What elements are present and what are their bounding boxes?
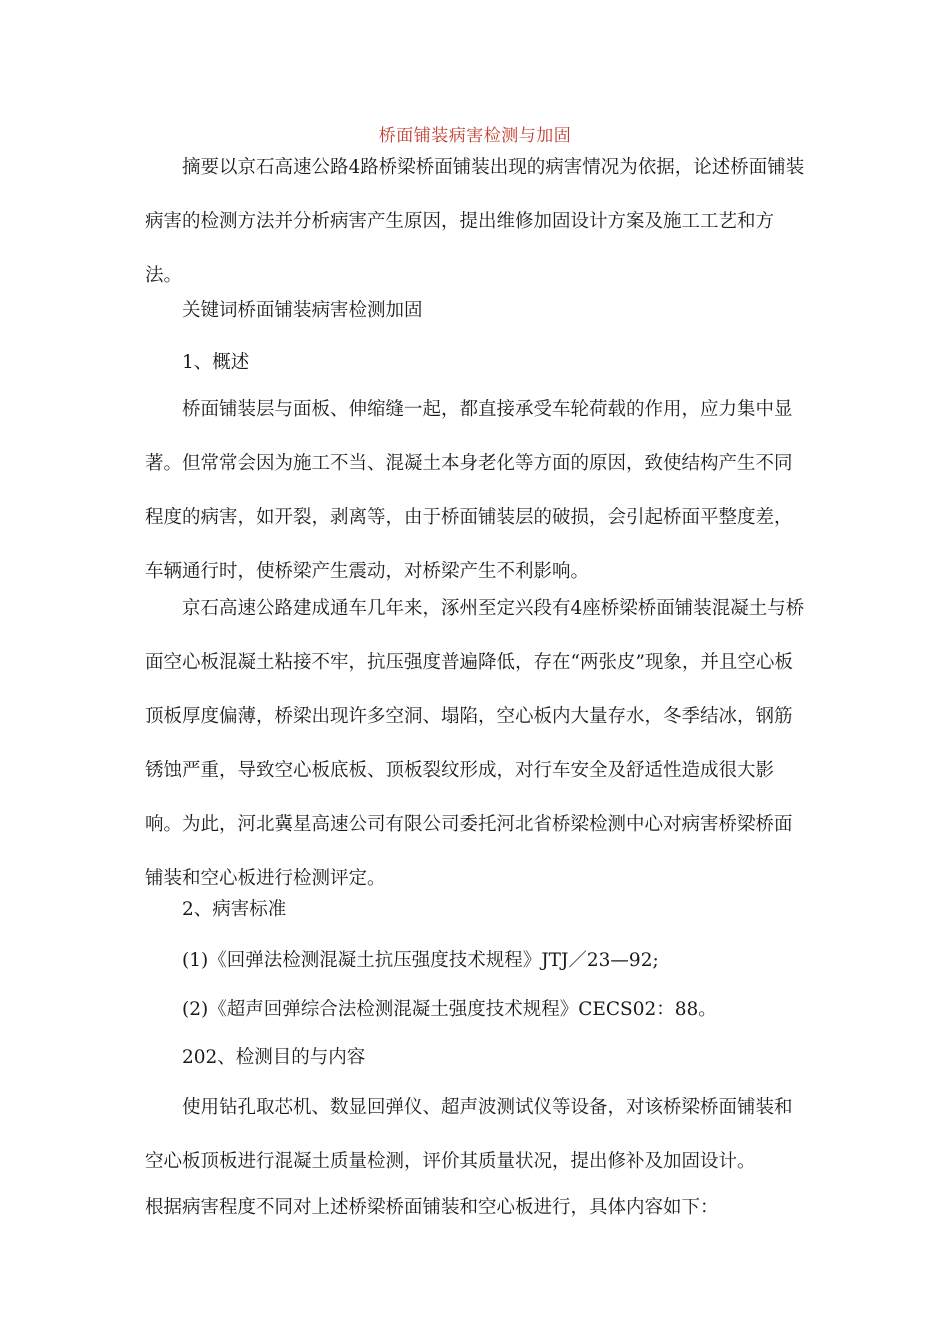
section-3-paragraph-1: 使用钻孔取芯机、数显回弹仪、超声波测试仪等设备，对该桥梁桥面铺装和空心板顶板进行混凝土质量检测，评价其质量状况，提出修补及加固设计。 [145,1097,793,1172]
keywords-line: 关键词桥面铺装病害检测加固 [182,300,423,321]
document-title: 桥面铺装病害检测与加固 [378,126,572,146]
section-3-heading: 202、检测目的与内容 [182,1047,366,1068]
section-1-paragraph-2: 京石高速公路建成通车几年来，涿州至定兴段有4座桥梁桥面铺装混凝土与桥面空心板混凝土粘接不牢，抗压强度普遍降低，存在“两张皮”现象，并且空心板顶板厚度偏薄，桥梁出现许多空洞、塌陷，空心板内大量存水，冬季结冰，钢筋锈蚀严重，导致空心板底板、顶板裂纹形成，对行车安全及舒适性造成很大影响。为此，河北冀星高速公司有限公司委托河北省桥梁检测中心对病害桥梁桥面铺装和空心板进行检测评定。 [145,598,805,889]
abstract-paragraph: 摘要以京石高速公路4路桥梁桥面铺装出现的病害情况为依据，论述桥面铺装病害的检测方法并分析病害产生原因，提出维修加固设计方案及施工工艺和方法。 [145,157,805,286]
section-1-paragraph-1: 桥面铺装层与面板、伸缩缝一起，都直接承受车轮荷载的作用，应力集中显著。但常常会因为施工不当、混凝土本身老化等方面的原因，致使结构产生不同程度的病害，如开裂，剥离等，由于桥面铺装层的破损，会引起桥面平整度差，车辆通行时，使桥梁产生震动，对桥梁产生不利影响。 [145,399,793,582]
standard-item-2: (2)《超声回弹综合法检测混凝土强度技术规程》CECS02：88。 [182,999,717,1020]
section-2-heading: 2、病害标准 [182,899,287,920]
section-3-paragraph-2: 根据病害程度不同对上述桥梁桥面铺装和空心板进行，具体内容如下： [145,1197,719,1218]
section-1-heading: 1、概述 [182,352,250,373]
standard-item-1: (1)《回弹法检测混凝土抗压强度技术规程》JTJ／23—92; [182,950,659,971]
